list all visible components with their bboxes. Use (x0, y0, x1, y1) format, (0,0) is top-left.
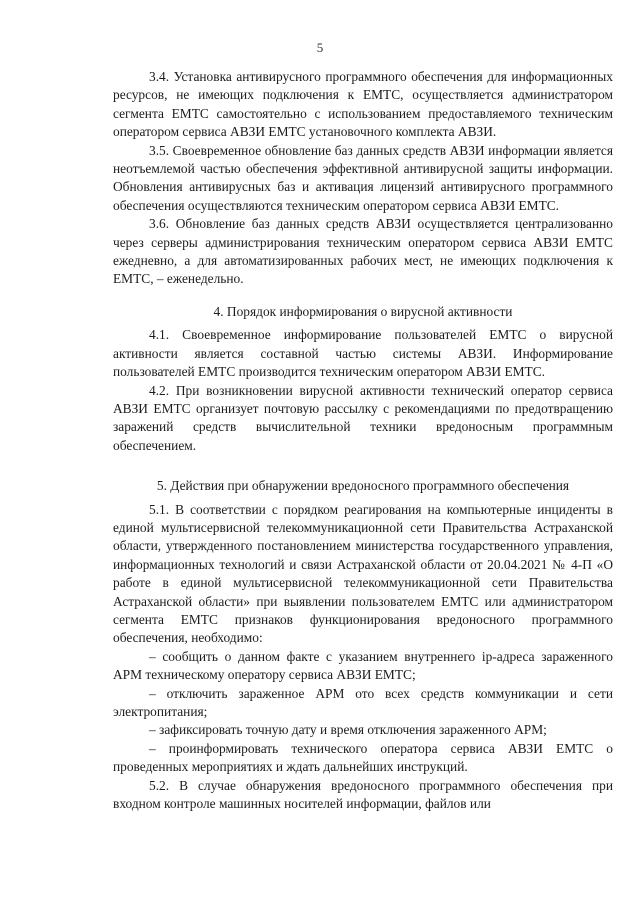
paragraph-5-2: 5.2. В случае обнаружения вредоносного программного обеспечения при входном контроле машинных носителей информации, файлов или (113, 777, 613, 812)
section-4-heading: 4. Порядок информирования о вирусной активности (213, 303, 513, 319)
paragraph-3-6: 3.6. Обновление баз данных средств АВЗИ осуществляется централизованно через серверы администрирования техническим оператором сервиса АВЗИ ЕМТС ежедневно, а для автоматизированных рабочих мест, не имеющих подключения к ЕМТС, – еженедельно. (113, 216, 613, 287)
paragraph-3-5: 3.5. Своевременное обновление баз данных средств АВЗИ информации является неотъемлемой частью обеспечения эффективной антивирусной защиты информации. Обновления антивирусных баз и активация лицензий антивирусного программного обеспечения осуществляются техническим оператором сервиса АВЗИ ЕМТС. (113, 142, 613, 213)
list-item: – зафиксировать точную дату и время отключения зараженного АРМ; (149, 722, 547, 738)
paragraph-4-2: 4.2. При возникновении вирусной активности технический оператор сервиса АВЗИ ЕМТС организует почтовую рассылку с рекомендациями по предотвращению заражений средств вычислительной техники вредоносным программным обеспечением. (113, 382, 613, 453)
paragraph-4-1: 4.1. Своевременное информирование пользователей ЕМТС о вирусной активности является составной частью системы АВЗИ. Информирование пользователей ЕМТС производится техническим оператором АВЗИ ЕМТС. (113, 327, 613, 380)
page-number: 5 (316, 40, 324, 55)
list-item: – проинформировать технического оператора сервиса АВЗИ ЕМТС о проведенных мероприятиях и ждать дальнейших инструкций. (113, 740, 613, 775)
document-body (113, 68, 613, 813)
list-item: – сообщить о данном факте с указанием внутреннего ip-адреса зараженного АРМ техническому оператору сервиса АВЗИ ЕМТС; (113, 648, 613, 683)
list-item: – отключить зараженное АРМ ото всех средств коммуникации и сети электропитания; (113, 685, 613, 719)
paragraph-3-4: 3.4. Установка антивирусного программного обеспечения для информационных ресурсов, не имеющих подключения к ЕМТС, осуществляется администратором сегмента ЕМТС самостоятельно с использованием предоставляемого техническим оператором сервиса АВЗИ ЕМТС установочного комплекта АВЗИ. (113, 69, 613, 140)
section-5-heading: 5. Действия при обнаружении вредоносного программного обеспечения (156, 478, 570, 494)
paragraph-5-1: 5.1. В соответствии с порядком реагирования на компьютерные инциденты в единой мультисервисной телекоммуникационной сети Правительства Астраханской области, утвержденного постановлением министерства государственного управления, информационных технологий и связи Астраханской области от 20.04.2021 № 4-П «О работе в единой мультисервисной телекоммуникационной сети Правительства Астраханской области» при выявлении пользователем ЕМТС или администратором сегмента ЕМТС признаков функционирования вредоносного программного обеспечения, необходимо: (113, 501, 613, 646)
